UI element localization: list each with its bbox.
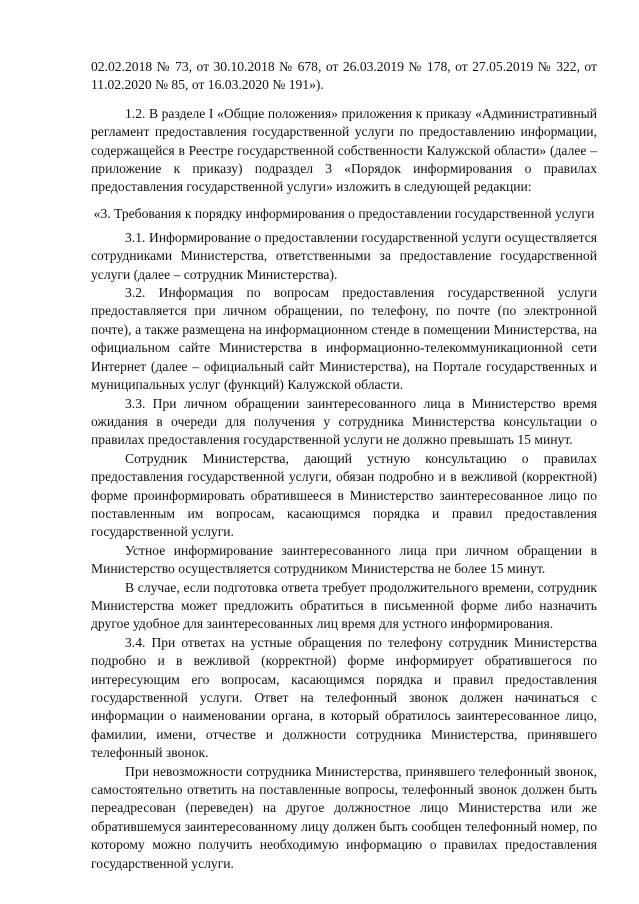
paragraph-employee-consultation: Сотрудник Министерства, дающий устную консультацию о правилах предоставления государственной услуги, обязан подробно и в вежливой (корректной) форме проинформировать обратившееся в Министерство заинтересованное лицо по поставленным им вопросам, касающимся порядка и правил предоставления государственной услуги. <box>91 450 597 540</box>
paragraph-3-1: 3.1. Информирование о предоставлении государственной услуги осуществляется сотрудниками Министерства, ответственными за предоставление государственной услуги (далее – сотрудник Министерства). <box>91 229 597 282</box>
paragraph-call-redirect: При невозможности сотрудника Министерства, принявшего телефонный звонок, самостоятельно ответить на поставленные вопросы, телефонный звонок должен быть переадресован (переведен) на другое должностное лицо Министерства или же обратившемуся заинтересованному лицу должен быть сообщен телефонный номер, по которому можно получить необходимую информацию о правилах предоставления государственной услуги. <box>91 763 597 871</box>
document-page <box>91 58 597 873</box>
paragraph-long-answer-case: В случае, если подготовка ответа требует продолжительного времени, сотрудник Министерства может предложить обратиться в письменной форме либо назначить другое удобное для заинтересованных лиц время для устного информирования. <box>91 579 597 632</box>
section-heading: «3. Требования к порядку информирования о предоставлении государственной услуги <box>93 205 595 221</box>
paragraph-oral-informing: Устное информирование заинтересованного лица при личном обращении в Министерство осуществляется сотрудником Министерства не более 15 минут. <box>91 542 597 577</box>
paragraph-3-4: 3.4. При ответах на устные обращения по телефону сотрудник Министерства подробно и в вежливой (корректной) форме информирует обратившегося по интересующим его вопросам, касающимся порядка и правил предоставления государственной услуги. Ответ на телефонный звонок должен начинаться с информации о наименовании органа, в который обратилось заинтересованное лицо, фамилии, имени, отчестве и должности сотрудника Министерства, принявшего телефонный звонок. <box>91 634 597 761</box>
intro-paragraph: 02.02.2018 № 73, от 30.10.2018 № 678, от 26.03.2019 № 178, от 27.05.2019 № 322, от 11.02.2020 № 85, от 16.03.2020 № 191»). <box>91 59 597 93</box>
paragraph-3-2: 3.2. Информация по вопросам предоставления государственной услуги предоставляется при личном обращении, по телефону, по почте (по электронной почте), а также размещена на информационном стенде в помещении Министерства, на официальном сайте Министерства в информационно-телекоммуникационной сети Интернет (далее – официальный сайт Министерства), на Портале государственных и муниципальных услуг (функций) Калужской области. <box>91 285 597 393</box>
paragraph-3-3: 3.3. При личном обращении заинтересованного лица в Министерство время ожидания в очереди для получения у сотрудника Министерства консультации о правилах предоставления государственной услуги не должно превышать 15 минут. <box>91 395 597 448</box>
paragraph-1-2: 1.2. В разделе I «Общие положения» приложения к приказу «Административный регламент предоставления государственной услуги по предоставлению информации, содержащейся в Реестре государственной собственности Калужской области» (далее – приложение к приказу) подраздел 3 «Порядок информирования о правилах предоставления государственной услуги» изложить в следующей редакции: <box>91 105 597 195</box>
